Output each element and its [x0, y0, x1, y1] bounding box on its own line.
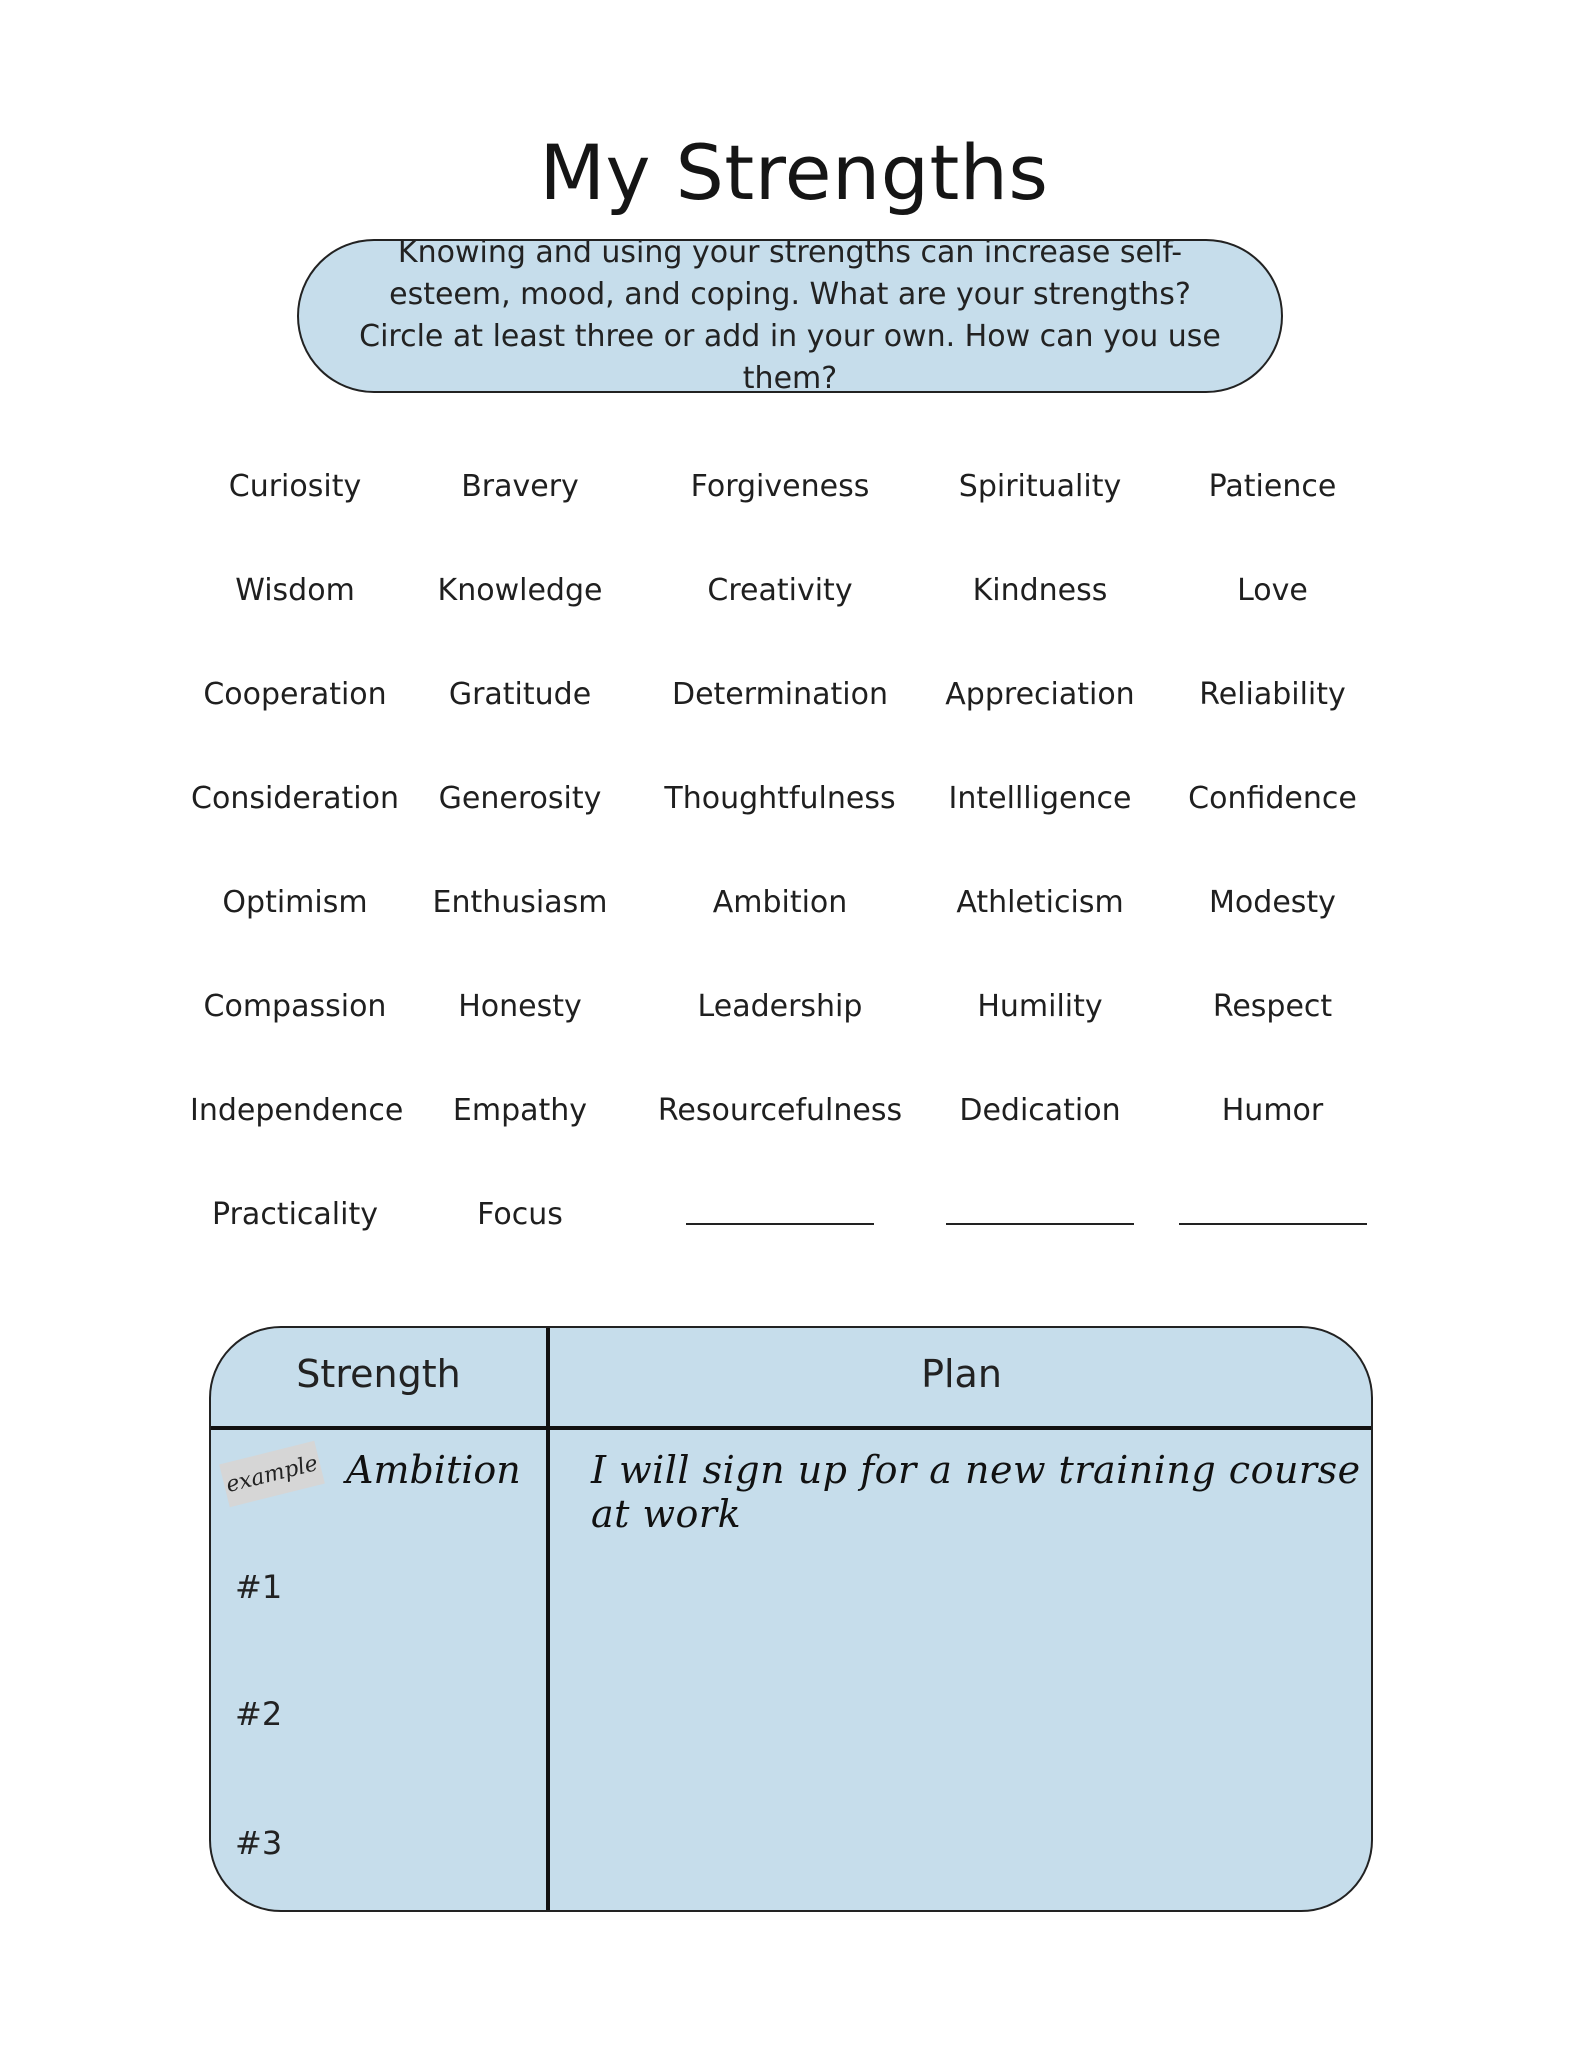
- strength-item[interactable]: Dedication: [959, 1093, 1121, 1128]
- custom-strength-blank[interactable]: [640, 1183, 920, 1287]
- strength-item[interactable]: Leadership: [697, 989, 863, 1024]
- strength-item[interactable]: Independence: [190, 1093, 404, 1128]
- strengths-grid: [190, 455, 1398, 1287]
- strength-item[interactable]: Compassion: [203, 989, 387, 1024]
- blank-line[interactable]: [1179, 1183, 1367, 1225]
- row-label-1: #1: [235, 1568, 283, 1606]
- strength-item[interactable]: Creativity: [707, 573, 853, 608]
- strength-item[interactable]: Humility: [977, 989, 1103, 1024]
- strength-item[interactable]: Bravery: [461, 469, 579, 504]
- example-plan: I will sign up for a new training course at work: [591, 1448, 1361, 1536]
- strength-item[interactable]: Knowledge: [437, 573, 603, 608]
- example-tag: example: [219, 1441, 325, 1507]
- strength-item[interactable]: Forgiveness: [690, 469, 870, 504]
- strength-item[interactable]: Love: [1237, 573, 1308, 608]
- strength-item[interactable]: Confidence: [1188, 781, 1357, 816]
- intro-callout: [297, 235, 1283, 396]
- column-divider: [546, 1328, 550, 1910]
- strength-item[interactable]: Kindness: [972, 573, 1108, 608]
- strength-item[interactable]: Modesty: [1209, 885, 1336, 920]
- page-title: My Strengths: [539, 128, 1049, 217]
- strength-item[interactable]: Respect: [1212, 989, 1333, 1024]
- strength-item[interactable]: Appreciation: [945, 677, 1135, 712]
- intro-text: Knowing and using your strengths can increase self-esteem, mood, and coping. What are your strengths? Circle at least three or add in your own. How can you use them?: [359, 235, 1221, 396]
- strength-item[interactable]: Ambition: [712, 885, 848, 920]
- strength-item[interactable]: Thoughtfulness: [664, 781, 896, 816]
- custom-strength-blank[interactable]: [1160, 1183, 1385, 1287]
- strength-item[interactable]: Enthusiasm: [432, 885, 608, 920]
- strength-item[interactable]: Wisdom: [235, 573, 355, 608]
- strength-item[interactable]: Spirituality: [958, 469, 1122, 504]
- strength-item[interactable]: Consideration: [191, 781, 399, 816]
- strength-item[interactable]: Patience: [1208, 469, 1337, 504]
- header-plan: Plan: [921, 1352, 1002, 1396]
- strength-item[interactable]: Athleticism: [956, 885, 1124, 920]
- strength-item[interactable]: Optimism: [222, 885, 368, 920]
- strength-item[interactable]: Determination: [671, 677, 888, 712]
- strength-item[interactable]: Honesty: [458, 989, 582, 1024]
- blank-line[interactable]: [686, 1183, 874, 1225]
- example-strength: Ambition: [346, 1448, 521, 1492]
- strength-item[interactable]: Reliability: [1199, 677, 1346, 712]
- strength-item[interactable]: Empathy: [452, 1093, 588, 1128]
- strength-item[interactable]: Resourcefulness: [657, 1093, 903, 1128]
- row-label-2: #2: [235, 1695, 283, 1733]
- strength-item[interactable]: Intellligence: [948, 781, 1132, 816]
- strength-item[interactable]: Focus: [477, 1197, 563, 1232]
- header-strength: Strength: [296, 1352, 461, 1396]
- strength-item[interactable]: Cooperation: [203, 677, 387, 712]
- blank-line[interactable]: [946, 1183, 1134, 1225]
- strength-item[interactable]: Gratitude: [448, 677, 592, 712]
- strength-item[interactable]: Practicality: [212, 1197, 378, 1232]
- custom-strength-blank[interactable]: [920, 1183, 1160, 1287]
- strength-plan-table: [209, 1326, 1373, 1912]
- strength-item[interactable]: Humor: [1221, 1093, 1324, 1128]
- strength-item[interactable]: Generosity: [438, 781, 602, 816]
- header-divider: [211, 1426, 1371, 1430]
- row-label-3: #3: [235, 1824, 283, 1862]
- strength-item[interactable]: Curiosity: [228, 469, 362, 504]
